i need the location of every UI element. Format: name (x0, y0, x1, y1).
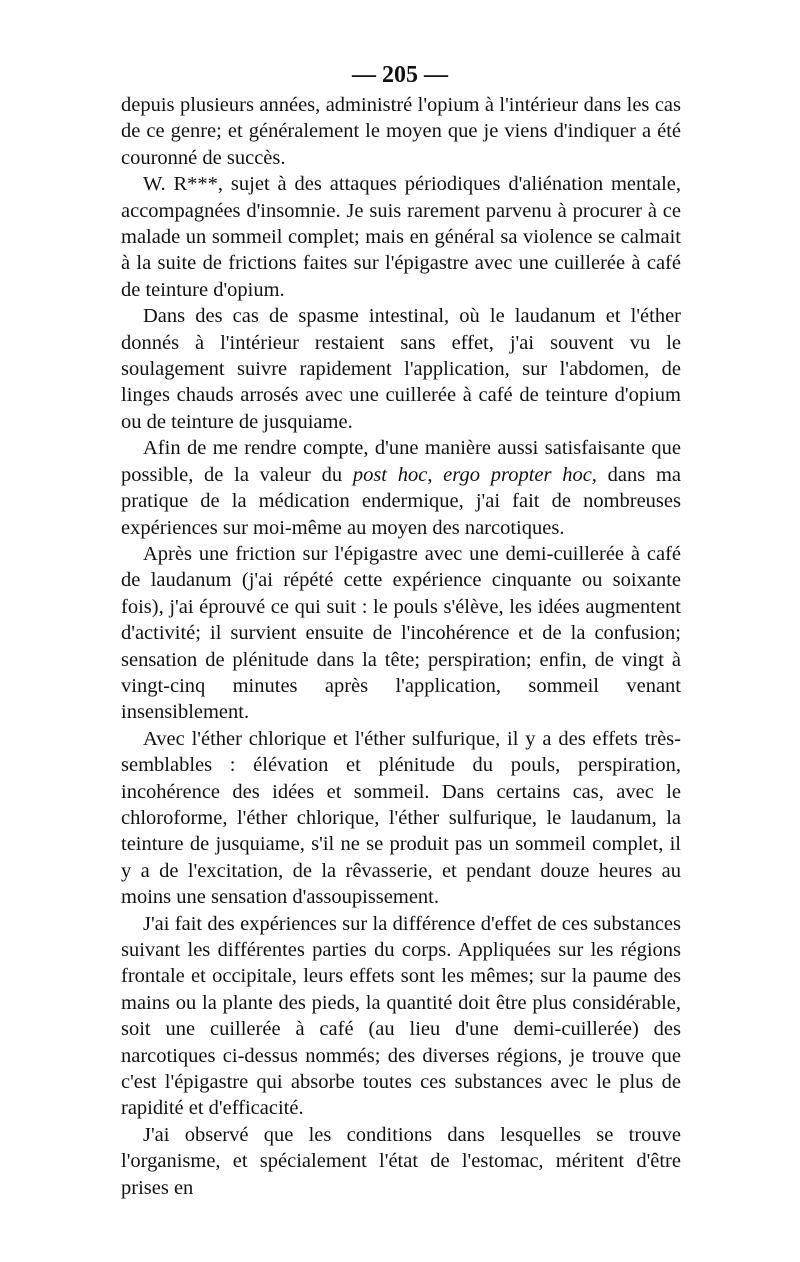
paragraph: Afin de me rendre compte, d'une manière aussi satisfaisante que possible, de la valeur du post hoc, ergo propter hoc, dans ma pratique de la médication endermique, j'ai fait de nombreuses expériences sur moi-même au moyen des narcotiques. (121, 437, 681, 539)
body-text (121, 92, 681, 1201)
paragraph: depuis plusieurs années, administré l'opium à l'intérieur dans les cas de ce genre; et généralement le moyen que je viens d'indiquer a été couronné de succès. (121, 94, 681, 169)
paragraph: Avec l'éther chlorique et l'éther sulfurique, il y a des effets très-semblables : élévation et plénitude du pouls, perspiration, incohérence des idées et sommeil. Dans certains cas, avec le chloroforme, l'éther chlorique, l'éther sulfurique, le laudanum, la teinture de jusquiame, s'il ne se produit pas un sommeil complet, il y a de l'excitation, de la rêvasserie, et pendant douze heures au moins une sensation d'assoupissement. (121, 727, 681, 909)
paragraph: W. R***, sujet à des attaques périodiques d'aliénation mentale, accompagnées d'insomnie. Je suis rarement parvenu à procurer à ce malade un sommeil complet; mais en général sa violence se calmait à la suite de frictions faites sur l'épigastre avec une cuillerée à café de teinture d'opium. (121, 173, 681, 301)
paragraph: Après une friction sur l'épigastre avec une demi-cuillerée à café de laudanum (j'ai répété cette expérience cinquante ou soixante fois), j'ai éprouvé ce qui suit : le pouls s'élève, les idées augmentent d'activité; il survient ensuite de l'incohérence et de la confusion; sensation de plénitude dans la tête; perspiration; enfin, de vingt à vingt-cinq minutes après l'application, sommeil venant insensiblement. (121, 542, 681, 724)
latin-phrase: post hoc, ergo propter hoc, (352, 463, 597, 486)
paragraph: J'ai observé que les conditions dans lesquelles se trouve l'organisme, et spécialement l'état de l'estomac, méritent d'être prises en (121, 1123, 681, 1199)
page-number: — 205 — (352, 62, 448, 88)
paragraph: Dans des cas de spasme intestinal, où le laudanum et l'éther donnés à l'intérieur restaient sans effet, j'ai souvent vu le soulagement suivre rapidement l'application, sur l'abdomen, de linges chauds arrosés avec une cuillerée à café de teinture d'opium ou de teinture de jusquiame. (121, 305, 681, 433)
paragraph: J'ai fait des expériences sur la différence d'effet de ces substances suivant les différentes parties du corps. Appliquées sur les régions frontale et occipitale, leurs effets sont les mêmes; sur la paume des mains ou la plante des pieds, la quantité doit être plus considérable, soit une cuillerée à café (au lieu d'une demi-cuillerée) des narcotiques ci-dessus nommés; des diverses régions, je trouve que c'est l'épigastre qui absorbe toutes ces substances avec le plus de rapidité et d'efficacité. (121, 912, 681, 1120)
